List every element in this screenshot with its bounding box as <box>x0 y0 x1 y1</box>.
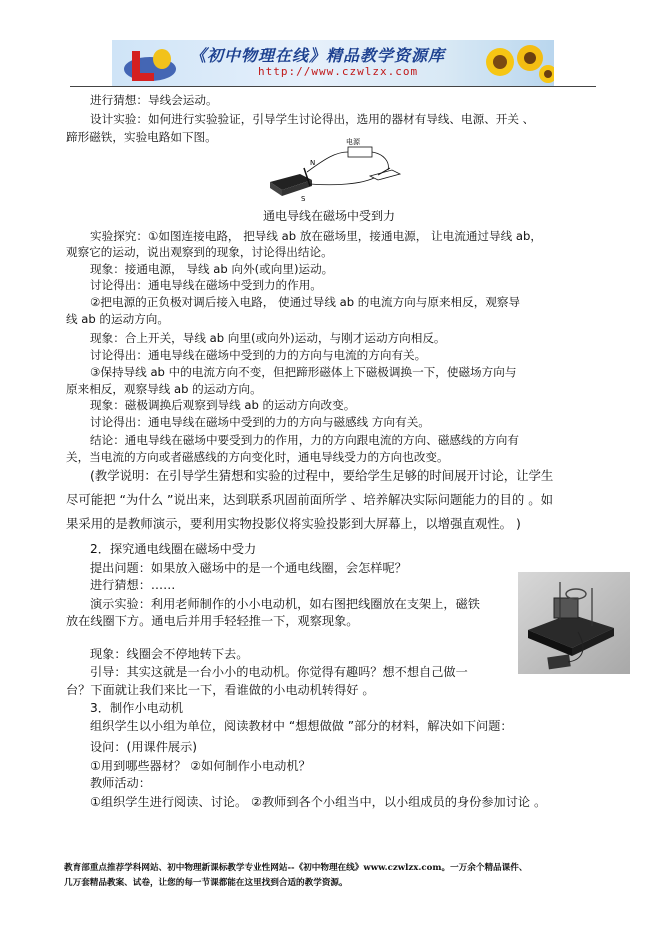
text-line: 现象：线圈会不停地转下去。 <box>90 647 249 661</box>
text-line: 线 ab 的运动方向。 <box>66 312 169 326</box>
text-line: 教师活动： <box>90 776 151 790</box>
figure-caption: 通电导线在磁场中受到力 <box>263 209 396 223</box>
label-power: 电源 <box>346 138 360 146</box>
text-line: 讨论得出：通电导线在磁场中受到力的作用。 <box>90 278 322 292</box>
text-line: 尽可能把 “为什么 ”说出来，达到联系巩固前面所学 、培养解决实际问题能力的目的 。如 <box>66 492 554 507</box>
text-line: ②把电源的正负极对调后接入电路， 使通过导线 ab 的电流方向与原来相反，观察导 <box>90 295 521 309</box>
text-line: 观察它的运动，说出观察到的现象，讨论得出结论。 <box>66 245 333 259</box>
text-line: 设计实验：如何进行实验验证，引导学生讨论得出，选用的器材有导线、电源、开关 、 <box>90 112 535 126</box>
text-line: 组织学生以小组为单位，阅读教材中 “想想做做 ”部分的材料，解决如下问题： <box>90 719 513 733</box>
text-line: 设问：(用课件展示) <box>90 740 198 754</box>
text-line: 结论：通电导线在磁场中要受到力的作用，力的方向跟电流的方向、磁感线的方向有 <box>90 433 519 447</box>
label-s: S <box>301 195 306 203</box>
text-line: 现象：磁极调换后观察到导线 ab 的运动方向改变。 <box>90 398 356 412</box>
text-line: 进行猜想：导线会运动。 <box>90 93 218 107</box>
text-line: 讨论得出：通电导线在磁场中受到的力的方向与电流的方向有关。 <box>90 348 427 362</box>
header-banner <box>112 40 554 86</box>
text-line: 蹄形磁铁，实验电路如下图。 <box>66 130 217 144</box>
text-line: 讨论得出：通电导线在磁场中受到的力的方向与磁感线 方向有关。 <box>90 415 430 429</box>
site-logo <box>120 43 180 85</box>
circuit-diagram <box>266 138 406 206</box>
text-line: 进行猜想：…… <box>90 578 176 592</box>
text-line: (教学说明：在引导学生猜想和实验的过程中，要给学生足够的时间展开讨论，让学生 <box>90 468 554 483</box>
banner-url[interactable]: http://www.czwlzx.com <box>258 65 419 78</box>
label-n: N <box>310 159 316 167</box>
text-line: 原来相反，观察导线 ab 的运动方向。 <box>66 382 262 396</box>
section-heading: 3．制作小电动机 <box>90 701 184 715</box>
text-line: 放在线圈下方。通电后并用手轻轻推一下，观察现象。 <box>66 614 359 628</box>
text-line: 现象：接通电源， 导线 ab 向外(或向里)运动。 <box>90 262 334 276</box>
text-line: 台？下面就让我们来比一下，看谁做的小电动机转得好 。 <box>66 683 375 697</box>
header-rule <box>70 86 596 87</box>
text-line: 提出问题：如果放入磁场中的是一个通电线圈，会怎样呢？ <box>90 561 407 575</box>
section-heading: 2．探究通电线圈在磁场中受力 <box>90 542 257 556</box>
banner-title: 《初中物理在线》精品教学资源库 <box>190 46 446 65</box>
text-line: 果采用的是教师演示，要利用实物投影仪将实验投影到大屏幕上，以增强直观性。 ) <box>66 516 521 531</box>
text-line: 引导：其实这就是一台小小的电动机。你觉得有趣吗？想不想自己做一 <box>90 665 468 679</box>
motor-photo <box>518 572 630 674</box>
footer-line: 教育部重点推荐学科网站、初中物理新课标教学专业性网站--《初中物理在线》www.czwlzx.com。一万余个精品课件、 <box>64 863 528 873</box>
text-line: ③保持导线 ab 中的电流方向不变，但把蹄形磁体上下磁极调换一下，使磁场方向与 <box>90 365 517 379</box>
text-line: 关，当电流的方向或者磁感线的方向变化时，通电导线受力的方向也改变。 <box>66 450 449 464</box>
sunflower-icon <box>480 40 554 86</box>
text-line: 现象：合上开关，导线 ab 向里(或向外)运动，与刚才运动方向相反。 <box>90 331 446 345</box>
footer-line: 几万套精品教案、试卷，让您的每一节课都能在这里找到合适的教学资源。 <box>64 878 348 888</box>
text-line: ①组织学生进行阅读、讨论。 ②教师到各个小组当中，以小组成员的身份参加讨论 。 <box>90 795 547 809</box>
text-line: 演示实验：利用老师制作的小小电动机，如右图把线圈放在支架上，磁铁 <box>90 597 480 611</box>
text-line: ①用到哪些器材？ ②如何制作小电动机？ <box>90 759 311 773</box>
text-line: 实验探究：①如图连接电路， 把导线 ab 放在磁场里，接通电源， 让电流通过导线 ab， <box>90 229 542 243</box>
